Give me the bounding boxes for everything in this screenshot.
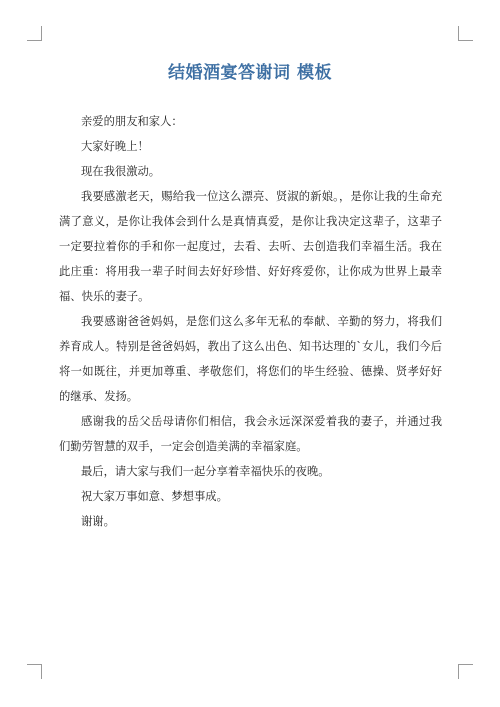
crop-mark-top-right: [458, 26, 473, 41]
paragraph-wishes: 祝大家万事如意、梦想事成。: [81, 490, 228, 503]
paragraph-thanks-bride: 我要感激老天，赐给我一位这么漂亮、贤淑的新娘。，是你让我的生命充满了意义，是你让我体会到什么是真情真爱，是你让我决定这辈子，这辈子一定要拉着你的手和你一起度过，去看、去听、去创造我们幸福生活。我在此庄重：将用我一辈子时间去好好珍惜、好好疼爱你，让你成为世界上最幸福、快乐的妻子。: [59, 190, 442, 303]
document-title: 结婚酒宴答谢词 模板: [168, 63, 332, 83]
paragraph-thanks-in-laws: 感谢我的岳父岳母请你们相信，我会永远深深爱着我的妻子，并通过我们勤劳智慧的双手，一定会创造美满的幸福家庭。: [59, 415, 442, 453]
document-body: [59, 109, 442, 534]
paragraph-closing: 谢谢。: [81, 515, 115, 528]
paragraph-excited: 现在我很激动。: [81, 165, 161, 178]
paragraph-greeting: 大家好晚上！: [81, 140, 149, 153]
crop-mark-bottom-left: [27, 664, 42, 679]
crop-mark-bottom-right: [458, 664, 473, 679]
paragraph-salutation: 亲爱的朋友和家人：: [81, 115, 183, 128]
paragraph-thanks-parents: 我要感谢爸爸妈妈，是您们这么多年无私的奉献、辛勤的努力，将我们养育成人。特别是爸爸妈妈，教出了这么出色、知书达理的`女儿，我们今后将一如既往，并更加尊重、孝敬您们，将您们的毕生经验、德操、贤孝好好的继承、发扬。: [59, 315, 442, 403]
paragraph-share-evening: 最后，请大家与我们一起分享着幸福快乐的夜晚。: [81, 465, 330, 478]
crop-mark-top-left: [27, 26, 42, 41]
